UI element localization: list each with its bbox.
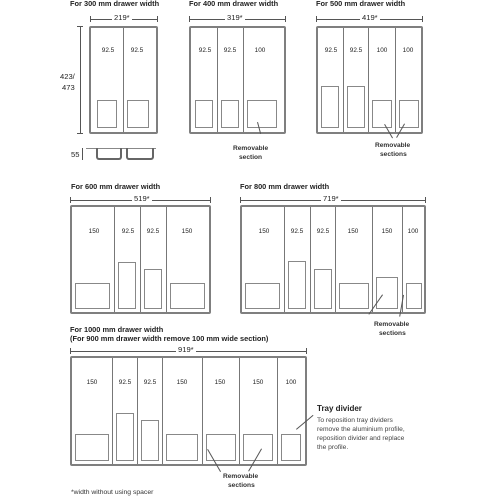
width-label-1000: 919* (178, 345, 194, 354)
tray-divider (310, 207, 311, 312)
footnote: *width without using spacer (71, 489, 154, 496)
section-width-label: 150 (86, 379, 98, 386)
tray-500 (316, 26, 423, 134)
section-width-label: 150 (88, 228, 100, 235)
dimension-tick (70, 197, 71, 203)
section-width-label: 100 (376, 47, 388, 54)
section-width-label: 150 (381, 228, 393, 235)
section-width-label: 92.5 (324, 47, 338, 54)
section-width-label: 92.5 (290, 228, 304, 235)
caption-500: For 500 mm drawer width (316, 0, 406, 8)
tray-divider (395, 28, 396, 132)
removable-cell (166, 434, 198, 461)
tray-divider-note-3: reposition divider and replace (317, 435, 405, 442)
section-width-label: 92.5 (118, 379, 132, 386)
removable-label-1000-line1: Removable (223, 473, 259, 480)
section-width-label: 92.5 (121, 228, 135, 235)
removable-cell (314, 269, 332, 309)
section-width-label: 150 (214, 379, 226, 386)
width-label-400: 319* (227, 13, 243, 22)
width-label-500: 419* (362, 13, 378, 22)
dimension-tick (77, 133, 83, 134)
section-width-label: 92.5 (198, 47, 212, 54)
dimension-tick (77, 26, 83, 27)
height-label-1: 423/ (60, 72, 75, 81)
tray-divider-note-4: the profile. (317, 444, 349, 451)
dimension-tick (70, 348, 71, 354)
tray-divider (114, 207, 115, 312)
tray-divider (140, 207, 141, 312)
removable-label-500-line1: Removable (375, 142, 411, 149)
removable-cell (281, 434, 301, 461)
removable-cell (141, 420, 159, 461)
section-width-label: 150 (252, 379, 264, 386)
width-label-800: 719* (323, 194, 339, 203)
section-width-label: 92.5 (349, 47, 363, 54)
dimension-tick (306, 348, 307, 354)
removable-cell (75, 283, 110, 309)
removable-cell (339, 283, 369, 309)
removable-label-400-line1: Removable (233, 145, 269, 152)
tray-divider-note-2: remove the aluminium profile, (317, 426, 405, 433)
section-width-label: 92.5 (146, 228, 160, 235)
removable-cell (376, 277, 398, 309)
removable-cell (321, 86, 339, 128)
section-width-label: 100 (254, 47, 266, 54)
dimension-tick (210, 197, 211, 203)
tray-divider (123, 28, 124, 132)
removable-cell (406, 283, 422, 309)
tray-divider (343, 28, 344, 132)
removable-cell (118, 262, 136, 309)
section-width-label: 92.5 (316, 228, 330, 235)
section-width-label: 100 (402, 47, 414, 54)
section-width-label: 100 (407, 228, 419, 235)
height-label-2: 473 (62, 83, 75, 92)
dimension-tick (189, 16, 190, 22)
section-width-label: 100 (285, 379, 297, 386)
tray-divider (277, 358, 278, 464)
caption-800: For 800 mm drawer width (240, 182, 330, 191)
removable-cell (144, 269, 162, 309)
tray-profile-left (96, 148, 122, 160)
tray-divider (162, 358, 163, 464)
caption-300: For 300 mm drawer width (70, 0, 160, 8)
depth-dimension-line (82, 148, 83, 160)
tray-600 (70, 205, 211, 314)
removable-cell (243, 434, 273, 461)
tray-divider (368, 28, 369, 132)
section-width-label: 92.5 (223, 47, 237, 54)
removable-cell (245, 283, 280, 309)
section-width-label: 150 (258, 228, 270, 235)
caption-400: For 400 mm drawer width (189, 0, 279, 8)
tray-divider (137, 358, 138, 464)
removable-cell (97, 100, 117, 128)
removable-label-400-line2: section (239, 154, 263, 161)
removable-cell (347, 86, 365, 128)
depth-label: 55 (71, 150, 80, 159)
dimension-tick (316, 16, 317, 22)
removable-cell (372, 100, 392, 128)
section-width-label: 150 (347, 228, 359, 235)
removable-cell (116, 413, 134, 461)
removable-cell (75, 434, 109, 461)
section-width-label: 92.5 (101, 47, 115, 54)
removable-label-1000-line2: sections (228, 482, 255, 489)
tray-1000 (70, 356, 307, 466)
width-label-300: 219* (114, 13, 130, 22)
caption-600: For 600 mm drawer width (71, 182, 161, 191)
dimension-tick (285, 16, 286, 22)
removable-label-500-line2: sections (380, 151, 407, 158)
tray-divider (243, 28, 244, 132)
tray-divider (112, 358, 113, 464)
removable-cell (247, 100, 277, 128)
tray-divider (372, 207, 373, 312)
tray-divider-title: Tray divider (317, 404, 362, 413)
removable-label-800-line2: sections (379, 330, 406, 337)
tray-divider (217, 28, 218, 132)
tray-800 (240, 205, 426, 314)
height-dimension-line (80, 26, 81, 134)
removable-cell (195, 100, 213, 128)
section-width-label: 92.5 (143, 379, 157, 386)
tray-divider (239, 358, 240, 464)
caption-900: (For 900 mm drawer width remove 100 mm wide section) (70, 334, 269, 343)
tray-profile-right (126, 148, 154, 160)
dimension-tick (425, 197, 426, 203)
tray-divider (335, 207, 336, 312)
removable-cell (288, 261, 306, 309)
dimension-tick (422, 16, 423, 22)
removable-cell (221, 100, 239, 128)
tray-400 (189, 26, 286, 134)
section-width-label: 150 (181, 228, 193, 235)
section-width-label: 92.5 (130, 47, 144, 54)
dimension-tick (157, 16, 158, 22)
tray-divider (166, 207, 167, 312)
tray-divider (284, 207, 285, 312)
tray-divider (202, 358, 203, 464)
removable-cell (127, 100, 149, 128)
dimension-tick (240, 197, 241, 203)
width-label-600: 519* (134, 194, 150, 203)
tray-divider-note-1: To reposition tray dividers (317, 417, 393, 424)
removable-cell (170, 283, 205, 309)
tray-300 (89, 26, 158, 134)
removable-label-800-line1: Removable (374, 321, 410, 328)
section-width-label: 150 (176, 379, 188, 386)
caption-1000: For 1000 mm drawer width (70, 325, 164, 334)
dimension-tick (90, 16, 91, 22)
removable-cell (399, 100, 419, 128)
